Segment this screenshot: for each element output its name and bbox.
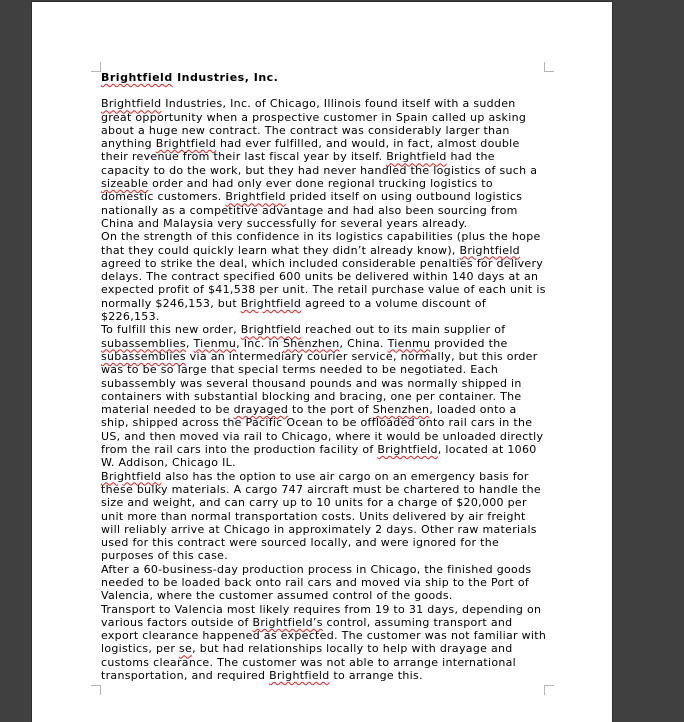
document-page[interactable] [32,2,612,722]
paragraph-air-cargo: Brightfield also has the option to use air cargo on an emergency basis for these bulky materials. A cargo 747 aircraft must be chartered to handle the size and weight, and can carry up to 10 units for a charge of $20,000 per unit more than normal transportation costs. Units delivered by air freight will reliably arrive at Chicago in approximately 2 days. Other raw materials used for this contract were sourced locally, and were ignored for the purposes of this case. [101,469,541,563]
spellcheck-word[interactable]: Shenzhen [282,336,340,350]
paragraph-transport: Transport to Valencia most likely requires from 19 to 31 days, depending on various factors outside of Brightfield’s control, assuming transport and export clearance happened as expected. The customer was not familiar with logistics, per se, but had relationships locally to help with drayage and customs clearance. The customer was not able to arrange international transportation, and required Brightfield to arrange this. [101,602,547,683]
spellcheck-word[interactable]: drayaged [233,403,289,417]
spellcheck-word[interactable]: Tienmu [387,336,431,350]
spellcheck-word[interactable]: Brightfield [101,71,173,84]
spellcheck-word[interactable]: subassemblies [101,336,186,350]
paragraph-deal: On the strength of this confidence in its logistics capabilities (plus the hope that they could quickly learn what they didn’t already know), Brightfield agreed to strike the deal, which included considerable penalties for delivery delays. The contract specified 600 units be delivered within 140 days at an expected profit of $41,538 per unit. The retail purchase value of each unit is normally $246,153, but Brightfield agreed to a volume discount of $226,153. [101,230,546,324]
spellcheck-word[interactable]: Brightfield [101,469,162,483]
spellcheck-word[interactable]: subassemblies [101,349,186,363]
spellcheck-word[interactable]: Brightfield’s [252,615,323,629]
spellcheck-word[interactable]: se [178,642,193,656]
margin-mark-bottom-right [544,685,554,695]
document-title: Brightfield Industries, Inc. [101,71,279,84]
spellcheck-word[interactable]: Brightfield [240,296,302,310]
spellcheck-word[interactable]: Brightfield [155,137,217,151]
spellcheck-word[interactable]: Tienmu [193,336,237,350]
spellcheck-word[interactable]: sizeable [101,177,149,191]
spellcheck-word[interactable]: Shenzhen [372,403,430,417]
spellcheck-word[interactable]: Brightfield [386,150,447,164]
spellcheck-word[interactable]: Brightfield [240,323,302,337]
margin-mark-top-left [91,62,101,72]
paragraph-intro: Brightfield Industries, Inc. of Chicago, Illinois found itself with a sudden great opportunity when a prospective customer in Spain called up asking about a huge new contract. The contract was considerably larger than anything Brightfield had ever fulfilled, and would, in fact, almost double their revenue from their last fiscal year by itself. Brightfield had the capacity to do the work, but they had never handled the logistics of such a sizeable order and had only ever done regional trucking logistics to domestic customers. Brightfield prided itself on using outbound logistics nationally as a competitive advantage and had also been sourcing from China and Malaysia very successfully for several years already. [101,97,538,230]
margin-mark-bottom-left [91,685,101,695]
document-body[interactable] [101,71,547,682]
spellcheck-word[interactable]: Brightfield [377,443,438,457]
spellcheck-word[interactable]: Brightfield [269,669,330,683]
paragraph-production: After a 60-business-day production process in Chicago, the finished goods needed to be loaded back onto rail cars and moved via ship to the Port of Valencia, where the customer assumed control of the goods. [101,562,532,603]
paragraph-supplier: To fulfill this new order, Brightfield reached out to its main supplier of subassemblies, Tienmu, Inc. in Shenzhen, China. Tienmu provided the subassemblies via an intermediary courier service, normally, but this order was to be so large that special terms needed to be negotiated. Each subassembly was several thousand pounds and was normally shipped in containers with substantial blocking and bracing, one per container. The material needed to be drayaged to the port of Shenzhen, loaded onto a ship, shipped across the Pacific Ocean to be offloaded onto rail cars in the US, and then moved via rail to Chicago, where it would be unloaded directly from the rail cars into the production facility of Brightfield, located at 1060 W. Addison, Chicago IL. [101,323,544,470]
spellcheck-word[interactable]: Brightfield [101,97,162,111]
spellcheck-word[interactable]: Brightfield [459,243,520,257]
spellcheck-word[interactable]: Brightfield [225,190,286,204]
